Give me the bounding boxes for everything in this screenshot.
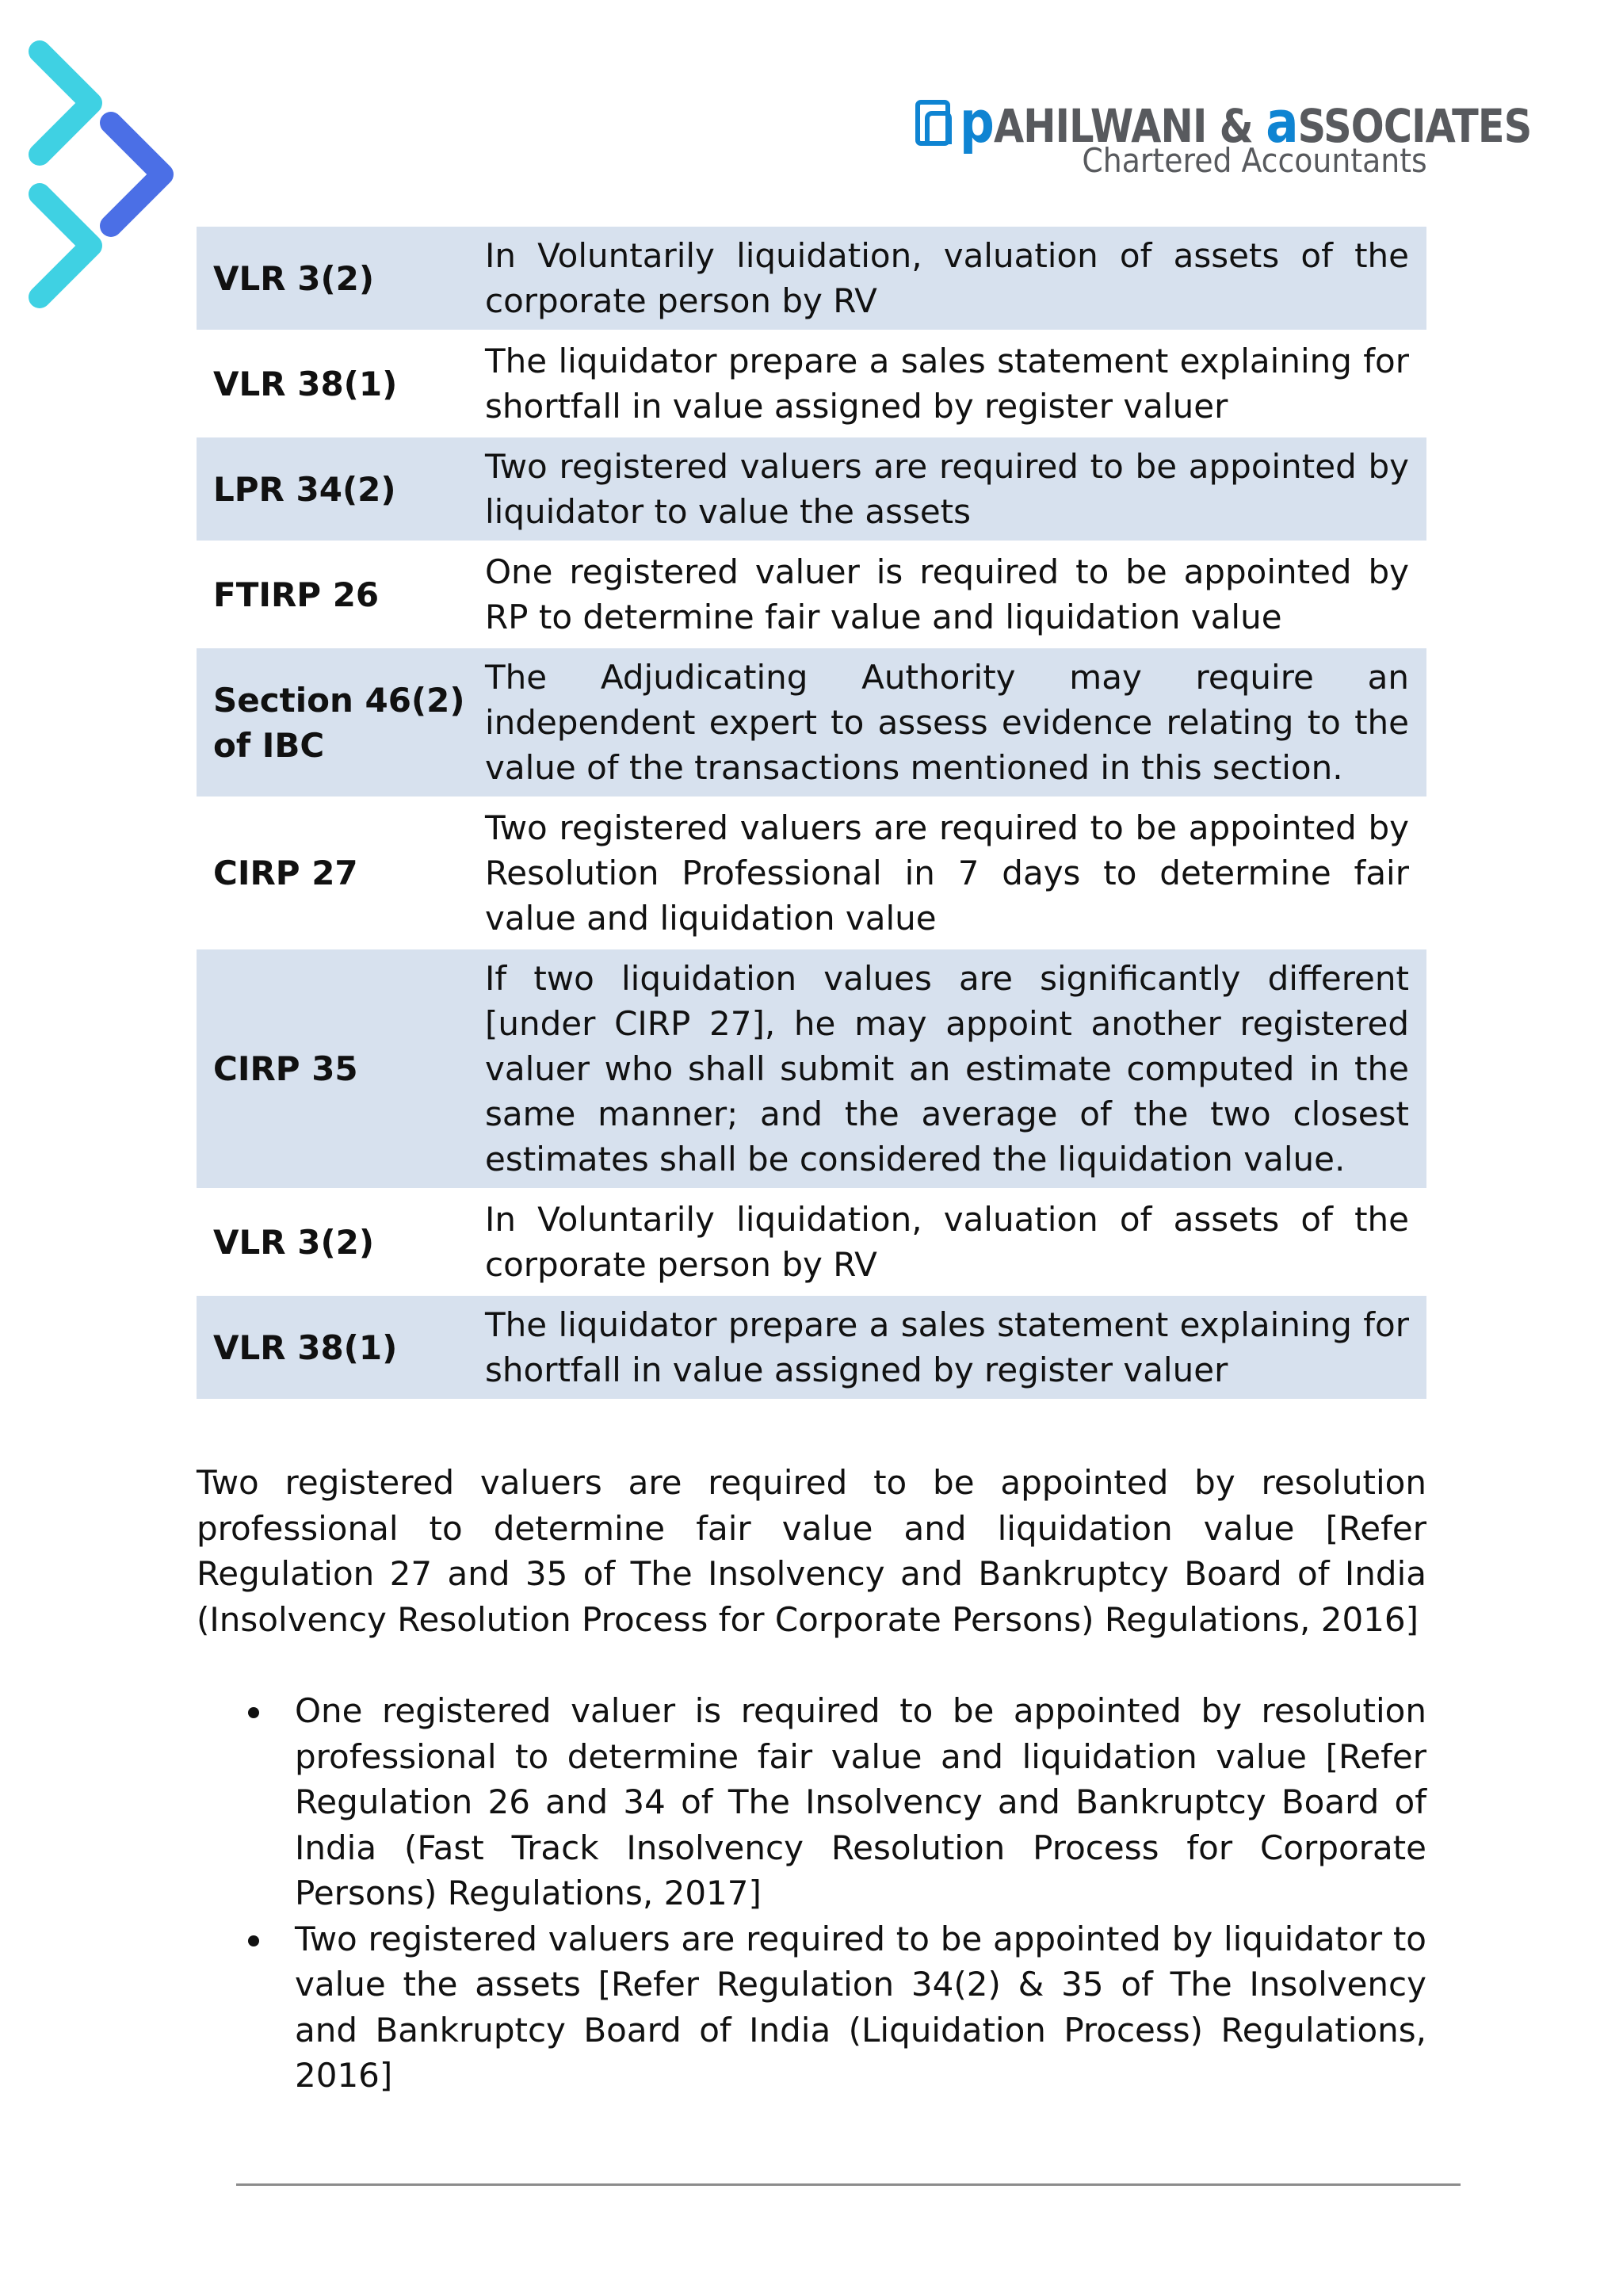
- bullet-text: Two registered valuers are required to be appointed by liquidator to value the assets [Refer Regulation 34(2) & 35 of The Insolvency and Bankruptcy Board of India (Liquidation Process) Regulations, 2016]: [295, 1919, 1426, 2095]
- table-row: [197, 949, 1426, 1190]
- bullet-dot-icon: [248, 1935, 259, 1946]
- chevron-top-icon: [40, 52, 91, 155]
- list-item: [197, 1688, 1426, 1916]
- logo-letter-p: p: [960, 89, 994, 155]
- regulation-code-cell: VLR 38(1): [197, 331, 485, 437]
- regulation-description-cell: Two registered valuers are required to be appointed by Resolution Professional in 7 days to determine fair value and liquidation value: [485, 798, 1426, 949]
- regulation-code-cell: VLR 38(1): [197, 1295, 485, 1400]
- regulations-table-body: [197, 227, 1426, 1400]
- table-row: [197, 1295, 1426, 1400]
- regulation-code-cell: FTIRP 26: [197, 542, 485, 648]
- chevron-bottom-icon: [40, 194, 91, 297]
- bullet-list: [197, 1688, 1426, 2099]
- table-row: [197, 648, 1426, 798]
- logo-name-mid: AHILWANI &: [993, 99, 1266, 153]
- logo-letter-a: a: [1266, 89, 1298, 155]
- logo-name-end: SSOCIATES: [1297, 99, 1532, 153]
- regulation-code-cell: VLR 3(2): [197, 1190, 485, 1295]
- body-paragraph: Two registered valuers are required to be appointed by resolution professional to determine fair value and liquidation value [Refer Regulation 27 and 35 of The Insolvency and Bankruptcy Board of India (Insolvency Resolution Process for Corporate Persons) Regulations, 2016]: [197, 1463, 1426, 1639]
- regulation-code-cell: CIRP 27: [197, 798, 485, 949]
- logo-mark-icon: [915, 100, 950, 146]
- regulation-code-cell: LPR 34(2): [197, 437, 485, 542]
- footer-divider: [236, 2183, 1461, 2186]
- table-row: [197, 798, 1426, 949]
- list-item: [197, 1916, 1426, 2099]
- regulation-code-cell: Section 46(2) of IBC: [197, 648, 485, 798]
- chevron-middle-icon: [111, 123, 162, 226]
- table-row: [197, 1190, 1426, 1295]
- regulations-table: [197, 227, 1426, 1401]
- table-row: [197, 437, 1426, 542]
- bullet-dot-icon: [248, 1707, 259, 1718]
- regulation-description-cell: The Adjudicating Authority may require an independent expert to assess evidence relating to the value of the transactions mentioned in this section.: [485, 648, 1426, 798]
- regulation-description-cell: Two registered valuers are required to be appointed by liquidator to value the assets: [485, 437, 1426, 542]
- decorative-chevrons-icon: [24, 32, 182, 317]
- regulation-description-cell: The liquidator prepare a sales statement explaining for shortfall in value assigned by register valuer: [485, 1295, 1426, 1400]
- table-row: [197, 542, 1426, 648]
- regulation-description-cell: In Voluntarily liquidation, valuation of assets of the corporate person by RV: [485, 1190, 1426, 1295]
- table-row: [197, 331, 1426, 437]
- regulation-code-cell: VLR 3(2): [197, 227, 485, 331]
- regulation-description-cell: In Voluntarily liquidation, valuation of assets of the corporate person by RV: [485, 227, 1426, 331]
- logo-subtitle: Chartered Accountants: [1082, 141, 1427, 180]
- bullet-text: One registered valuer is required to be appointed by resolution professional to determine fair value and liquidation value [Refer Regulation 26 and 34 of The Insolvency and Bankruptcy Board of India (Fast Track Insolvency Resolution Process for Corporate Persons) Regulations, 2017]: [295, 1691, 1426, 1912]
- company-logo: [915, 89, 1532, 182]
- regulation-code-cell: CIRP 35: [197, 949, 485, 1190]
- table-row: [197, 227, 1426, 331]
- regulation-description-cell: One registered valuer is required to be appointed by RP to determine fair value and liquidation value: [485, 542, 1426, 648]
- regulation-description-cell: If two liquidation values are significantly different [under CIRP 27], he may appoint another registered valuer who shall submit an estimate computed in the same manner; and the average of the two closest estimates shall be considered the liquidation value.: [485, 949, 1426, 1190]
- regulation-description-cell: The liquidator prepare a sales statement explaining for shortfall in value assigned by register valuer: [485, 331, 1426, 437]
